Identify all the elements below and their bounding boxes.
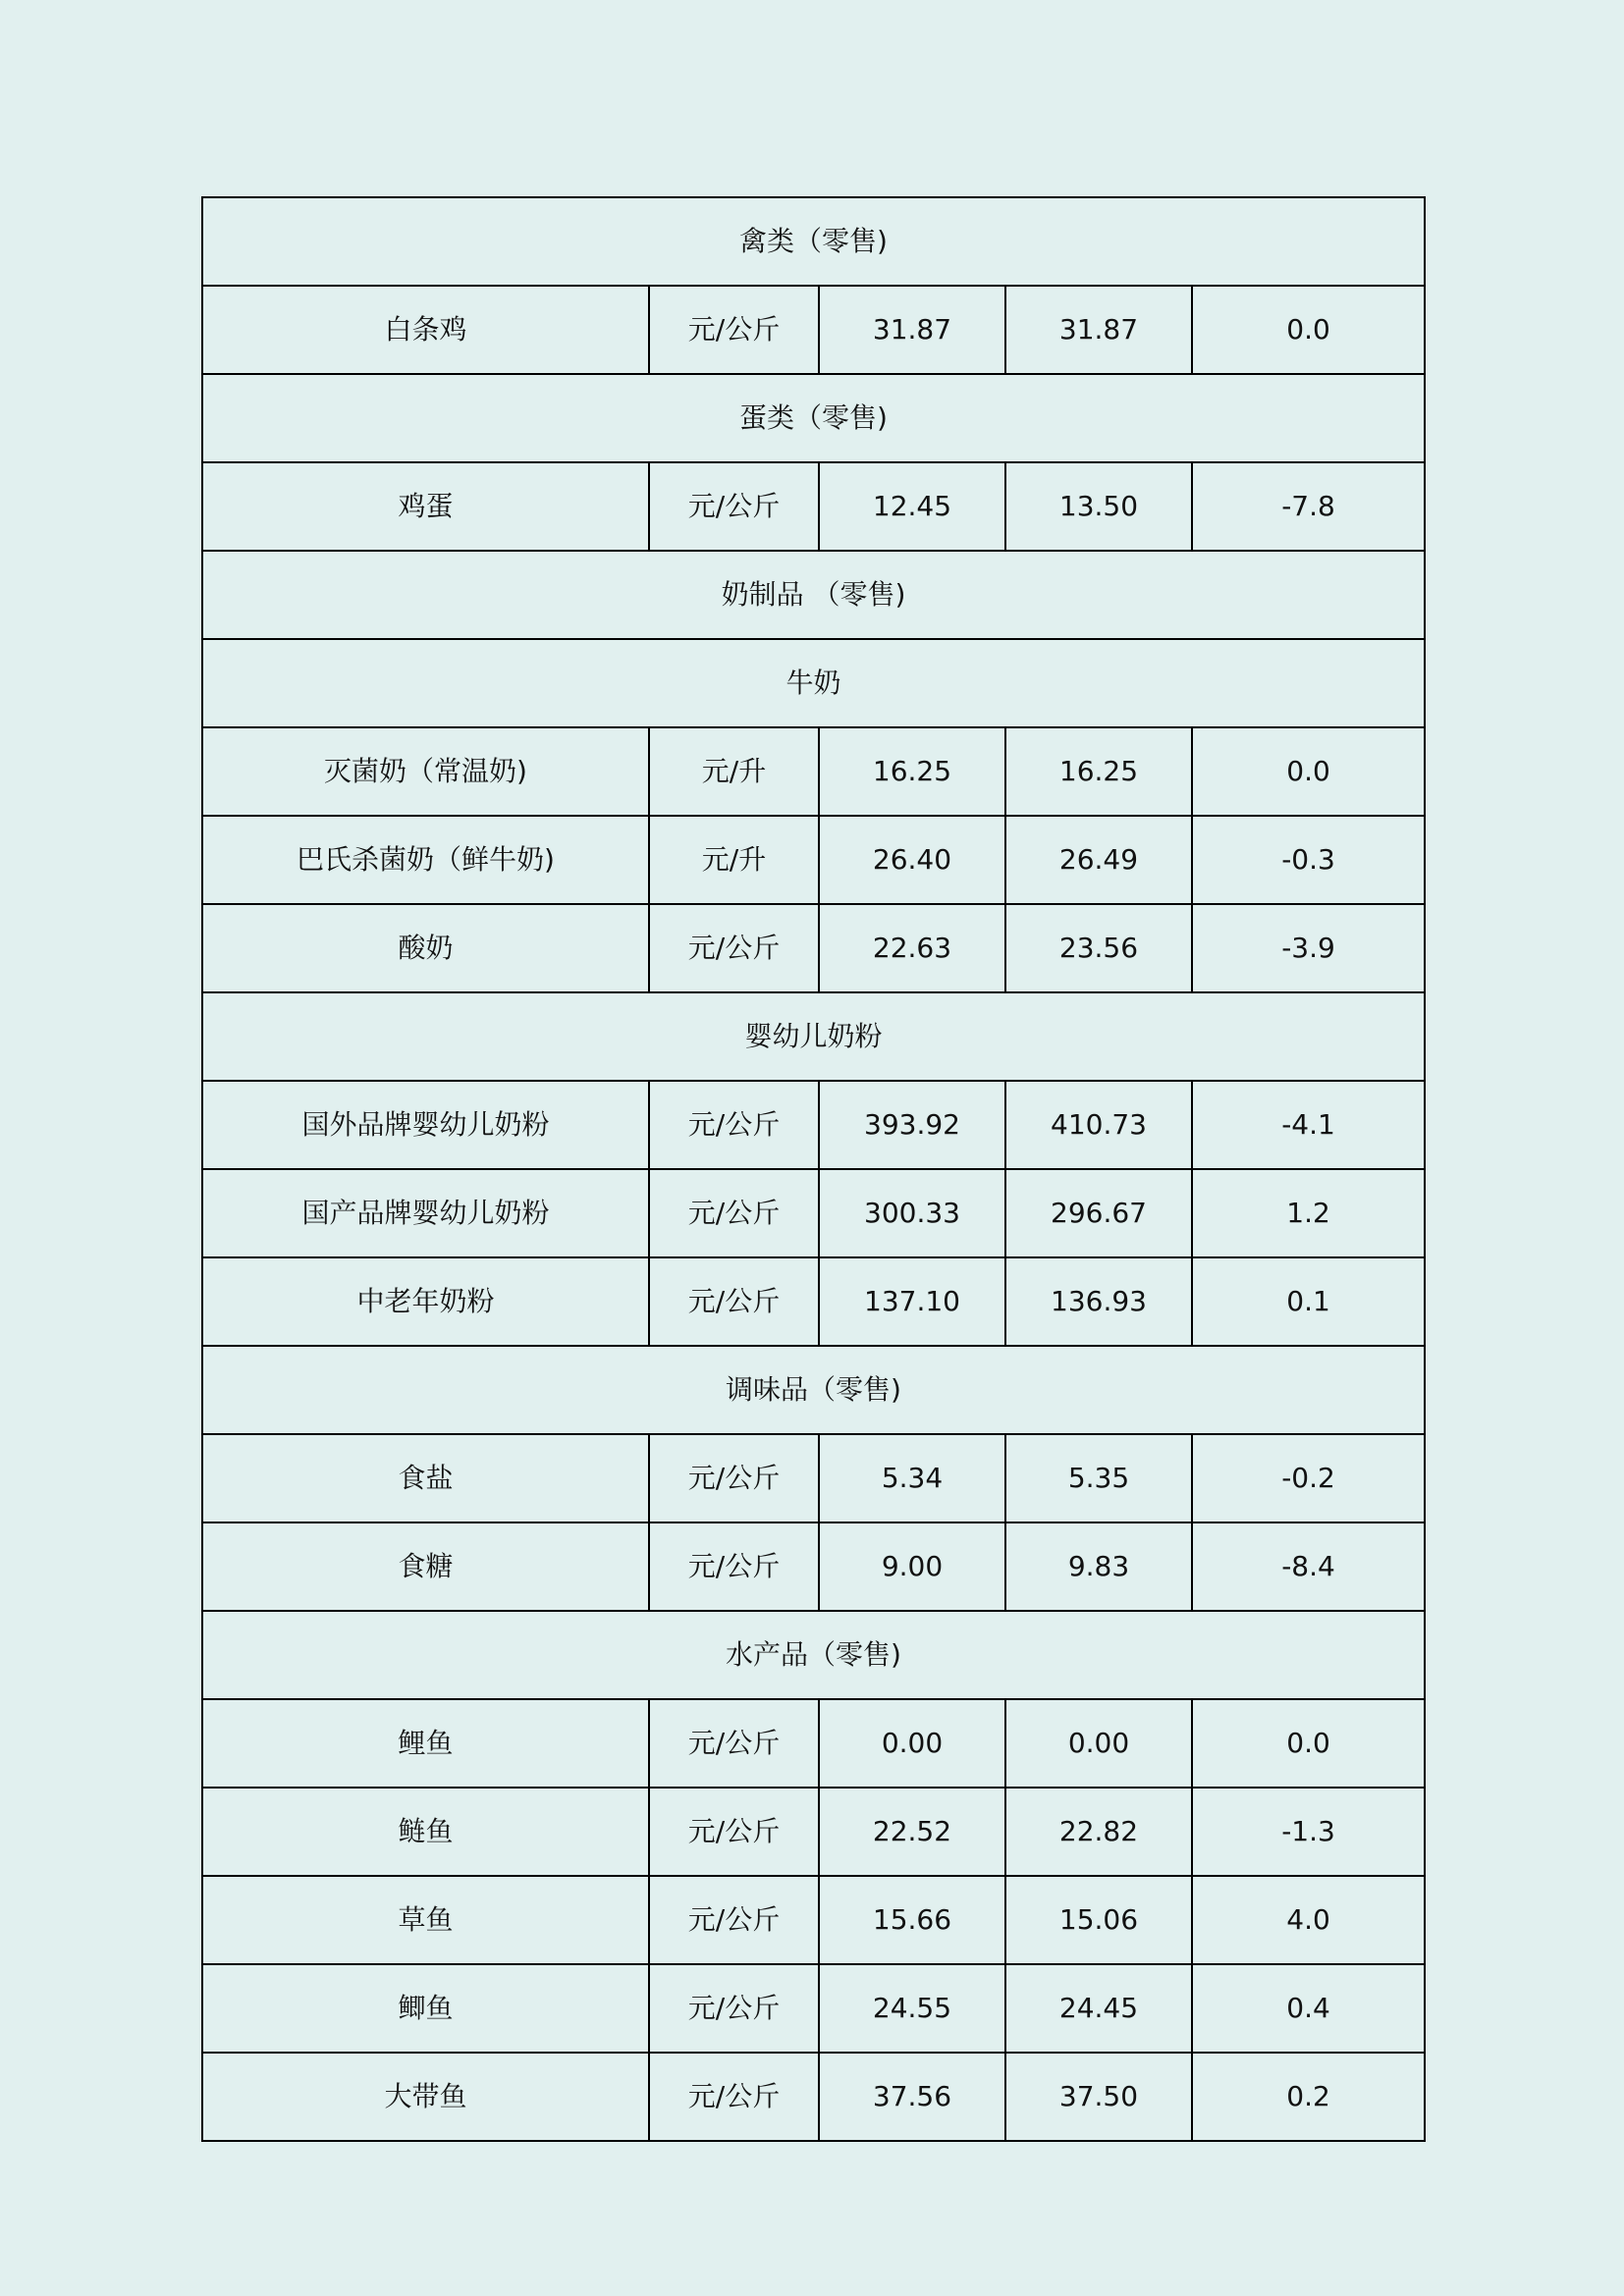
section-row — [202, 639, 1425, 727]
item-name: 国外品牌婴幼儿奶粉 — [202, 1081, 649, 1169]
section-row — [202, 551, 1425, 639]
item-name: 大带鱼 — [202, 2053, 649, 2141]
section-label: 禽类（零售) — [202, 197, 1425, 286]
table-row — [202, 1169, 1425, 1257]
previous-price: 0.00 — [1005, 1699, 1192, 1788]
item-name: 白条鸡 — [202, 286, 649, 374]
item-unit: 元/公斤 — [649, 1522, 819, 1611]
previous-price: 136.93 — [1005, 1257, 1192, 1346]
item-name: 国产品牌婴幼儿奶粉 — [202, 1169, 649, 1257]
item-unit: 元/公斤 — [649, 1964, 819, 2053]
item-unit: 元/公斤 — [649, 1434, 819, 1522]
section-label: 牛奶 — [202, 639, 1425, 727]
item-unit: 元/升 — [649, 816, 819, 904]
previous-price: 22.82 — [1005, 1788, 1192, 1876]
table-row — [202, 1522, 1425, 1611]
item-name: 酸奶 — [202, 904, 649, 992]
section-row — [202, 197, 1425, 286]
current-price: 26.40 — [819, 816, 1005, 904]
previous-price: 26.49 — [1005, 816, 1192, 904]
section-row — [202, 1611, 1425, 1699]
change-percent: 1.2 — [1192, 1169, 1425, 1257]
table-row — [202, 1964, 1425, 2053]
section-label: 调味品（零售) — [202, 1346, 1425, 1434]
change-percent: 0.0 — [1192, 286, 1425, 374]
price-table — [201, 196, 1426, 2142]
item-unit: 元/公斤 — [649, 1169, 819, 1257]
table-row — [202, 286, 1425, 374]
change-percent: 4.0 — [1192, 1876, 1425, 1964]
table-row — [202, 904, 1425, 992]
previous-price: 31.87 — [1005, 286, 1192, 374]
current-price: 15.66 — [819, 1876, 1005, 1964]
change-percent: 0.2 — [1192, 2053, 1425, 2141]
previous-price: 37.50 — [1005, 2053, 1192, 2141]
item-unit: 元/公斤 — [649, 1699, 819, 1788]
table-row — [202, 462, 1425, 551]
current-price: 37.56 — [819, 2053, 1005, 2141]
change-percent: -4.1 — [1192, 1081, 1425, 1169]
item-name: 巴氏杀菌奶（鲜牛奶) — [202, 816, 649, 904]
previous-price: 5.35 — [1005, 1434, 1192, 1522]
table-row — [202, 727, 1425, 816]
item-unit: 元/公斤 — [649, 286, 819, 374]
previous-price: 296.67 — [1005, 1169, 1192, 1257]
current-price: 22.52 — [819, 1788, 1005, 1876]
item-name: 食盐 — [202, 1434, 649, 1522]
current-price: 9.00 — [819, 1522, 1005, 1611]
previous-price: 410.73 — [1005, 1081, 1192, 1169]
section-label: 婴幼儿奶粉 — [202, 992, 1425, 1081]
item-unit: 元/公斤 — [649, 2053, 819, 2141]
table-row — [202, 1876, 1425, 1964]
item-unit: 元/公斤 — [649, 1876, 819, 1964]
previous-price: 16.25 — [1005, 727, 1192, 816]
section-row — [202, 992, 1425, 1081]
item-name: 鲫鱼 — [202, 1964, 649, 2053]
change-percent: 0.0 — [1192, 1699, 1425, 1788]
current-price: 137.10 — [819, 1257, 1005, 1346]
section-label: 奶制品 （零售) — [202, 551, 1425, 639]
item-name: 鸡蛋 — [202, 462, 649, 551]
current-price: 24.55 — [819, 1964, 1005, 2053]
current-price: 22.63 — [819, 904, 1005, 992]
item-name: 中老年奶粉 — [202, 1257, 649, 1346]
table-row — [202, 1257, 1425, 1346]
item-name: 鲤鱼 — [202, 1699, 649, 1788]
change-percent: -7.8 — [1192, 462, 1425, 551]
table-row — [202, 816, 1425, 904]
table-body — [202, 197, 1425, 2141]
change-percent: 0.1 — [1192, 1257, 1425, 1346]
table-row — [202, 1788, 1425, 1876]
current-price: 393.92 — [819, 1081, 1005, 1169]
change-percent: -3.9 — [1192, 904, 1425, 992]
section-label: 蛋类（零售) — [202, 374, 1425, 462]
change-percent: 0.4 — [1192, 1964, 1425, 2053]
current-price: 5.34 — [819, 1434, 1005, 1522]
item-name: 食糖 — [202, 1522, 649, 1611]
table-row — [202, 1081, 1425, 1169]
previous-price: 9.83 — [1005, 1522, 1192, 1611]
current-price: 300.33 — [819, 1169, 1005, 1257]
table-row — [202, 2053, 1425, 2141]
previous-price: 15.06 — [1005, 1876, 1192, 1964]
current-price: 0.00 — [819, 1699, 1005, 1788]
change-percent: -8.4 — [1192, 1522, 1425, 1611]
section-row — [202, 1346, 1425, 1434]
previous-price: 23.56 — [1005, 904, 1192, 992]
item-unit: 元/公斤 — [649, 1257, 819, 1346]
current-price: 12.45 — [819, 462, 1005, 551]
item-name: 灭菌奶（常温奶) — [202, 727, 649, 816]
item-unit: 元/公斤 — [649, 1081, 819, 1169]
current-price: 31.87 — [819, 286, 1005, 374]
item-name: 草鱼 — [202, 1876, 649, 1964]
section-row — [202, 374, 1425, 462]
change-percent: 0.0 — [1192, 727, 1425, 816]
item-unit: 元/升 — [649, 727, 819, 816]
item-unit: 元/公斤 — [649, 904, 819, 992]
item-unit: 元/公斤 — [649, 1788, 819, 1876]
change-percent: -0.2 — [1192, 1434, 1425, 1522]
section-label: 水产品（零售) — [202, 1611, 1425, 1699]
table-row — [202, 1434, 1425, 1522]
current-price: 16.25 — [819, 727, 1005, 816]
change-percent: -0.3 — [1192, 816, 1425, 904]
previous-price: 13.50 — [1005, 462, 1192, 551]
change-percent: -1.3 — [1192, 1788, 1425, 1876]
item-unit: 元/公斤 — [649, 462, 819, 551]
table-row — [202, 1699, 1425, 1788]
previous-price: 24.45 — [1005, 1964, 1192, 2053]
item-name: 鲢鱼 — [202, 1788, 649, 1876]
